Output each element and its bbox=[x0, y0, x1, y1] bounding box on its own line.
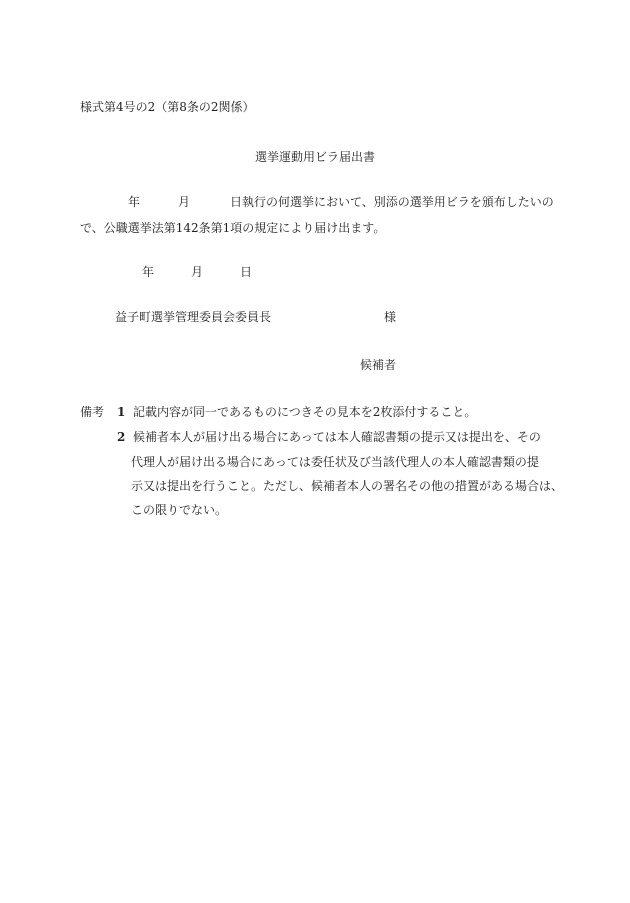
form-number-header: 様式第4号の2（第8条の2関係） bbox=[80, 100, 255, 114]
note-number: 1 bbox=[117, 405, 126, 419]
addressee-honorific: 様 bbox=[384, 310, 397, 324]
note-line: 候補者本人が届け出る場合にあっては本人確認書類の提示又は提出を、その bbox=[133, 430, 541, 444]
date-year: 年 bbox=[142, 265, 155, 279]
applicant-label: 候補者 bbox=[360, 358, 397, 372]
document-title: 選挙運動用ビラ届出書 bbox=[255, 150, 376, 164]
note-line: この限りでない。 bbox=[131, 503, 228, 517]
date-day: 日 bbox=[240, 265, 253, 279]
note-line: 記載内容が同一であるものにつきその見本を2枚添付すること。 bbox=[133, 405, 477, 419]
note-number: 2 bbox=[117, 430, 126, 444]
date-month: 月 bbox=[191, 265, 204, 279]
body-month: 月 bbox=[178, 195, 191, 209]
body-line2: で、公職選挙法第142条第1項の規定により届け出ます。 bbox=[80, 221, 386, 235]
body-year: 年 bbox=[128, 195, 141, 209]
addressee-name: 益子町選挙管理委員会委員長 bbox=[115, 310, 272, 324]
note-line: 代理人が届け出る場合にあっては委任状及び当該代理人の本人確認書類の提 bbox=[131, 455, 539, 469]
notes-label: 備考 bbox=[80, 405, 105, 419]
note-line: 示又は提出を行うこと。ただし、候補者本人の署名その他の措置がある場合は、 bbox=[131, 479, 564, 493]
body-line1: 日執行の何選挙において、別添の選挙用ビラを頒布したいの bbox=[230, 195, 554, 209]
